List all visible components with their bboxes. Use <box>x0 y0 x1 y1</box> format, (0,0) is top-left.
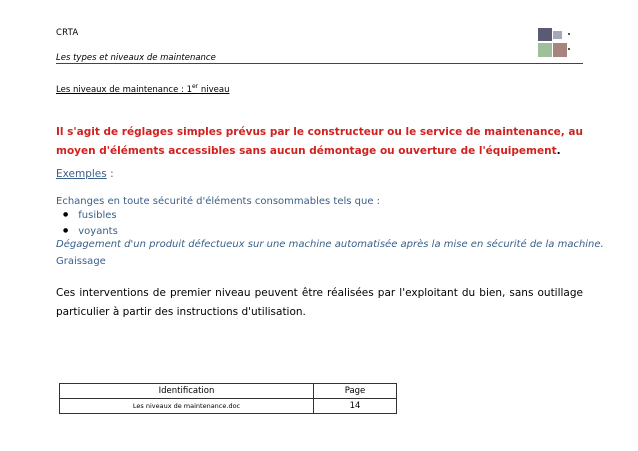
section-title-suffix: niveau <box>198 84 230 95</box>
header-divider <box>56 63 583 64</box>
list-item: ● voyants <box>60 224 118 240</box>
outro-paragraph: Ces interventions de premier niveau peuvent être réalisées par l'exploitant du bien, sans outillage particulier à partir des instructions d'utilisation. <box>56 287 583 318</box>
header-document-title: Les types et niveaux de maintenance <box>56 53 216 63</box>
intro-text: Il s'agit de réglages simples prévus par le constructeur ou le service de maintenance, au moyen d'éléments accessibles sans aucun démontage ou ouverture de l'équipement <box>56 126 583 157</box>
logo-square-brown <box>553 43 567 57</box>
logo-square-green <box>538 43 552 57</box>
intro-paragraph <box>56 123 583 161</box>
examples-heading <box>56 168 114 180</box>
section-title-sup: er <box>191 83 199 90</box>
footer-page-number: 14 <box>314 399 397 414</box>
logo-square-dark <box>538 28 552 41</box>
footer-header-row <box>60 384 397 399</box>
footer-identification-label: Identification <box>60 384 314 399</box>
examples-line-graissage: Graissage <box>56 256 106 267</box>
examples-label: Exemples <box>56 168 107 180</box>
examples-list <box>60 208 118 240</box>
examples-intro: Echanges en toute sécurité d'éléments consommables tels que : <box>56 196 381 207</box>
logo-square-light <box>553 31 562 39</box>
logo-dot <box>568 48 570 50</box>
examples-line-degagement: Dégagement d'un produit défectueux sur une machine automatisée après la mise en sécurité de la machine. <box>56 239 604 250</box>
footer-filename: Les niveaux de maintenance.doc <box>60 399 314 414</box>
list-item: ● fusibles <box>60 208 118 224</box>
header-organization: CRTA <box>56 28 79 38</box>
footer-value-row <box>60 399 397 414</box>
logo <box>538 28 578 62</box>
logo-dot <box>568 33 570 35</box>
section-title <box>56 83 229 95</box>
footer-page-label: Page <box>314 384 397 399</box>
footer-table <box>59 383 397 414</box>
intro-period: . <box>556 145 561 157</box>
examples-label-suffix: : <box>106 168 114 180</box>
section-title-prefix: Les niveaux de maintenance : 1 <box>56 84 192 95</box>
